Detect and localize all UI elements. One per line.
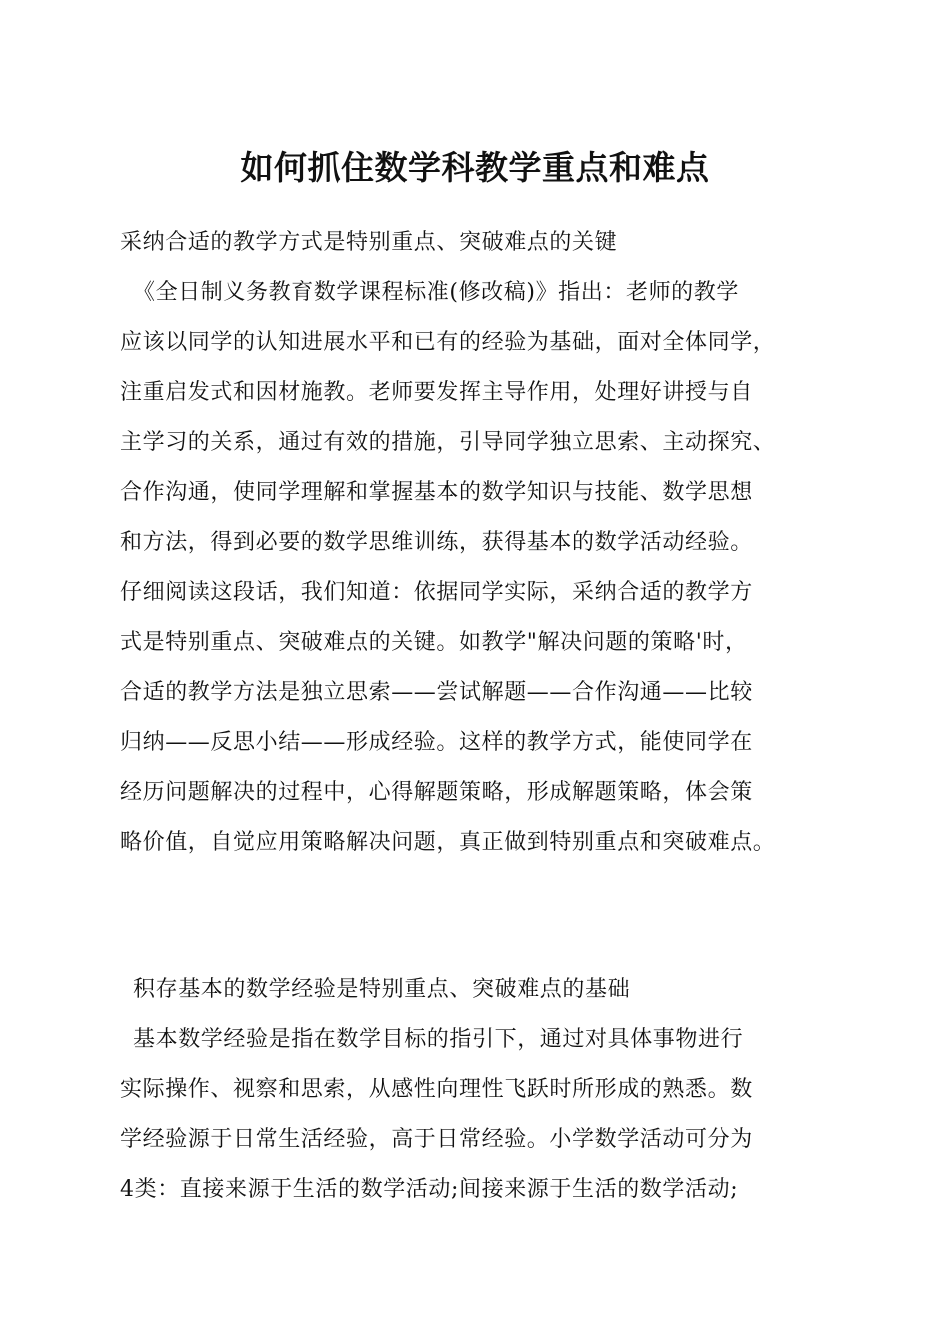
- paragraph-line: 式是特别重点、突破难点的关键。如教学"解决问题的策略'时，: [120, 630, 748, 655]
- paragraph-line: 略价值，自觉应用策略解决问题，真正做到特别重点和突破难点。: [120, 830, 776, 855]
- paragraph-line: 学经验源于日常生活经验，高于日常经验。小学数学活动可分为: [120, 1127, 753, 1152]
- paragraph-line: 合作沟通，使同学理解和掌握基本的数学知识与技能、数学思想: [120, 480, 753, 505]
- section-heading-2: 积存基本的数学经验是特别重点、突破难点的基础: [133, 977, 631, 1002]
- paragraph-line: 4类：直接来源于生活的数学活动;间接来源于生活的数学活动;: [120, 1177, 739, 1202]
- paragraph-line: 注重启发式和因材施教。老师要发挥主导作用，处理好讲授与自: [120, 380, 753, 405]
- paragraph-line: 归纳——反思小结——形成经验。这样的教学方式，能使同学在: [120, 730, 753, 755]
- paragraph-line: 和方法，得到必要的数学思维训练，获得基本的数学活动经验。: [120, 530, 753, 555]
- paragraph-line: 基本数学经验是指在数学目标的指引下，通过对具体事物进行: [133, 1027, 744, 1052]
- paragraph-line: 主学习的关系，通过有效的措施，引导同学独立思索、主动探究、: [120, 430, 776, 455]
- paragraph-line: 《全日制义务教育数学课程标准(修改稿)》指出：老师的教学: [133, 280, 739, 305]
- section-heading-1: 采纳合适的教学方式是特别重点、突破难点的关键: [120, 230, 618, 255]
- paragraph-line: 合适的教学方法是独立思索——尝试解题——合作沟通——比较: [120, 680, 753, 705]
- paragraph-line: 经历问题解决的过程中，心得解题策略，形成解题策略，体会策: [120, 780, 753, 805]
- paragraph-line: 仔细阅读这段话，我们知道：依据同学实际，采纳合适的教学方: [120, 580, 753, 605]
- paragraph-line: 应该以同学的认知进展水平和已有的经验为基础，面对全体同学，: [120, 330, 776, 355]
- paragraph-line: 实际操作、视察和思索，从感性向理性飞跃时所形成的熟悉。数: [120, 1077, 753, 1102]
- document-title: 如何抓住数学科教学重点和难点: [240, 148, 710, 187]
